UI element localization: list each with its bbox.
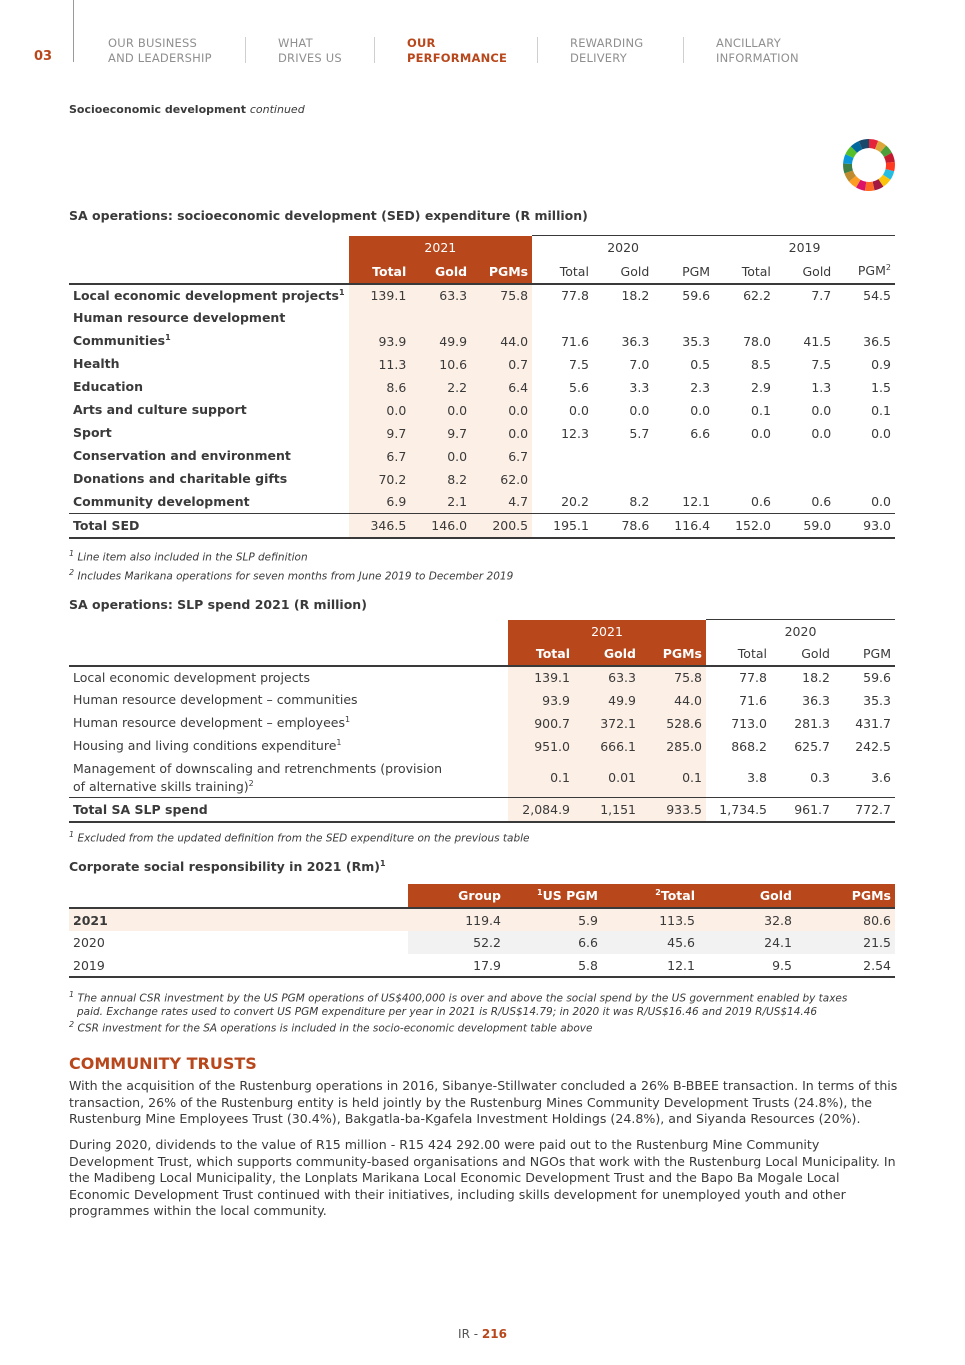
sed-table — [69, 235, 895, 539]
table-row: Human resource development — [69, 307, 895, 330]
table-row: Conservation and environment 6.7 0.0 6.7 — [69, 445, 895, 468]
col-header: Gold — [410, 260, 471, 284]
col-header: Total — [559, 263, 589, 279]
page-number: IR - 216 — [458, 1327, 507, 1341]
slp-col-header-row — [69, 643, 895, 666]
col-header: Total — [349, 260, 411, 284]
table-row: Education 8.6 2.2 6.4 5.6 3.3 2.3 2.9 1.3 1.5 — [69, 376, 895, 399]
col-header: Gold — [801, 646, 830, 661]
table-row: Community development 6.9 2.1 4.7 20.2 8.2 12.1 0.6 0.6 0.0 — [69, 491, 895, 514]
nav-what-drives-us[interactable]: WHAT DRIVES US — [278, 36, 342, 65]
sed-year-row — [69, 236, 895, 260]
sed-footnote-2: $^2$ Includes Marikana operations for seven months from June 2019 to December 2019 — [69, 568, 514, 583]
col-header: Total — [508, 643, 574, 666]
nav-our-business[interactable]: OUR BUSINESS AND LEADERSHIP — [108, 36, 212, 65]
sed-table-title: SA operations: socioeconomic development (SED) expenditure (R million) — [69, 208, 588, 223]
table-row: Local economic development projects$^1$ 139.1 63.3 75.8 77.8 18.2 59.6 62.2 7.7 54.5 — [69, 284, 895, 307]
col-header: Gold — [802, 263, 832, 279]
col-header: Total — [737, 646, 767, 661]
nav-separator — [374, 37, 375, 63]
col-header: PGM — [682, 263, 711, 279]
col-header: PGMs — [796, 884, 895, 908]
sed-body — [69, 284, 895, 514]
sdg-wheel-icon — [840, 137, 898, 193]
table-row: Sport 9.7 9.7 0.0 12.3 5.7 6.6 0.0 0.0 0.0 — [69, 422, 895, 445]
table-row: Management of downscaling and retrenchments (provision of alternative skills training)$^2$ 0.1 0.01 0.1 3.8 0.3 3.6 — [69, 758, 895, 798]
year-header: 2020 — [532, 236, 714, 260]
paragraph: During 2020, dividends to the value of R15 million - R15 424 292.00 were paid out to the Rustenburg Mine Community Development Trust, which supports community-based organisations and NGOs that work with the Rustenburg Local Municipality. In the Madibeng Local Municipality, the Lonplats Marikana Local Economic Development Trust and the Bapo Ba Mogale Local Economic Development Trust continued with their initiatives, including skills development for unemployed youth and other programmes within the local community. — [69, 1137, 896, 1218]
table-row: 2020 52.2 6.6 45.6 24.1 21.5 — [69, 931, 895, 954]
col-header: Gold — [620, 263, 650, 279]
chapter-number: 03 — [34, 49, 53, 64]
table-row: Communities$^1$ 93.9 49.9 44.0 71.6 36.3 35.3 78.0 41.5 36.5 — [69, 330, 895, 353]
col-header: $^2$Total — [602, 884, 699, 908]
year-header: 2021 — [349, 236, 533, 260]
table-row: Local economic development projects 139.1 63.3 75.8 77.8 18.2 59.6 — [69, 666, 895, 689]
col-header: PGM — [862, 646, 891, 661]
col-header: PGMs — [471, 260, 532, 284]
slp-table — [69, 619, 895, 823]
year-header: 2021 — [508, 620, 706, 643]
col-header: Total — [741, 263, 771, 279]
csr-header-row — [69, 884, 895, 908]
col-header: Group — [408, 884, 505, 908]
table-row: 2019 17.9 5.8 12.1 9.5 2.54 — [69, 954, 895, 977]
slp-footnote: $^1$ Excluded from the updated definition from the SED expenditure on the previous table — [69, 830, 530, 845]
col-header: Gold — [699, 884, 796, 908]
slp-body — [69, 666, 895, 758]
csr-footnote-1: $^1$ The annual CSR investment by the US PGM operations of US$400,000 is over and above the social spend by the US government enabled by taxes paid. Exchange rates used to convert US PGM expenditure per year in 2021 is R/US$14.79; in 2020 it was R/US$16.46 and 2019 R/US$14.46 — [69, 990, 848, 1018]
nav-rewarding-delivery[interactable]: REWARDING DELIVERY — [570, 36, 644, 65]
year-header: 2020 — [706, 620, 895, 643]
csr-table — [69, 884, 895, 978]
nav-separator — [683, 37, 684, 63]
table-row: 2021 119.4 5.9 113.5 32.8 80.6 — [69, 908, 895, 931]
col-header: PGM$^2$ — [857, 263, 891, 279]
table-row: Human resource development – employees$^1$ 900.7 372.1 528.6 713.0 281.3 431.7 — [69, 712, 895, 735]
csr-footnote-2: $^2$ CSR investment for the SA operations is included in the socio-economic development table above — [69, 1020, 593, 1035]
nav-our-performance[interactable]: OUR PERFORMANCE — [407, 36, 508, 65]
year-header: 2019 — [714, 236, 895, 260]
slp-total-row: Total SA SLP spend 2,084.9 1,151 933.5 1,734.5 961.7 772.7 — [69, 798, 895, 822]
table-row: Health 11.3 10.6 0.7 7.5 7.0 0.5 8.5 7.5 0.9 — [69, 353, 895, 376]
table-row: Housing and living conditions expenditure$^1$ 951.0 666.1 285.0 868.2 625.7 242.5 — [69, 735, 895, 758]
header-rule — [73, 0, 74, 62]
slp-table-title: SA operations: SLP spend 2021 (R million) — [69, 597, 367, 612]
nav-separator — [537, 37, 538, 63]
community-trusts-heading: COMMUNITY TRUSTS — [69, 1054, 257, 1073]
slp-year-row — [69, 620, 895, 643]
paragraph: With the acquisition of the Rustenburg operations in 2016, Sibanye-Stillwater concluded a 26% B-BBEE transaction. In terms of this transaction, 26% of the Rustenburg entity is held jointly by the Rustenburg Mines Community Development Trusts (24.8%), the Rustenburg Mine Employees Trust (30.4%), Bakgatla-ba-Kgafela Investment Holdings (24.8%), and Siyanda Resources (20%). — [69, 1078, 898, 1126]
col-header: Gold — [574, 643, 640, 666]
csr-table-title: Corporate social responsibility in 2021 $(Rm)^1$ — [69, 859, 386, 875]
table-row: Arts and culture support 0.0 0.0 0.0 0.0 0.0 0.0 0.1 0.0 0.1 — [69, 399, 895, 422]
sed-footnote-1: $^1$ Line item also included in the SLP definition — [69, 549, 308, 564]
col-header: $^1$US PGM — [505, 884, 602, 908]
sed-total-row: Total SED 346.5 146.0 200.5 195.1 78.6 116.4 152.0 59.0 93.0 — [69, 514, 895, 538]
table-row: Donations and charitable gifts 70.2 8.2 62.0 — [69, 468, 895, 491]
col-header: PGMs — [640, 643, 706, 666]
nav-separator — [245, 37, 246, 63]
sed-col-header-row — [69, 260, 895, 284]
section-label: Socioeconomic development continued — [69, 103, 305, 116]
table-row: Human resource development – communities 93.9 49.9 44.0 71.6 36.3 35.3 — [69, 689, 895, 712]
nav-ancillary-information[interactable]: ANCILLARY INFORMATION — [716, 36, 799, 65]
